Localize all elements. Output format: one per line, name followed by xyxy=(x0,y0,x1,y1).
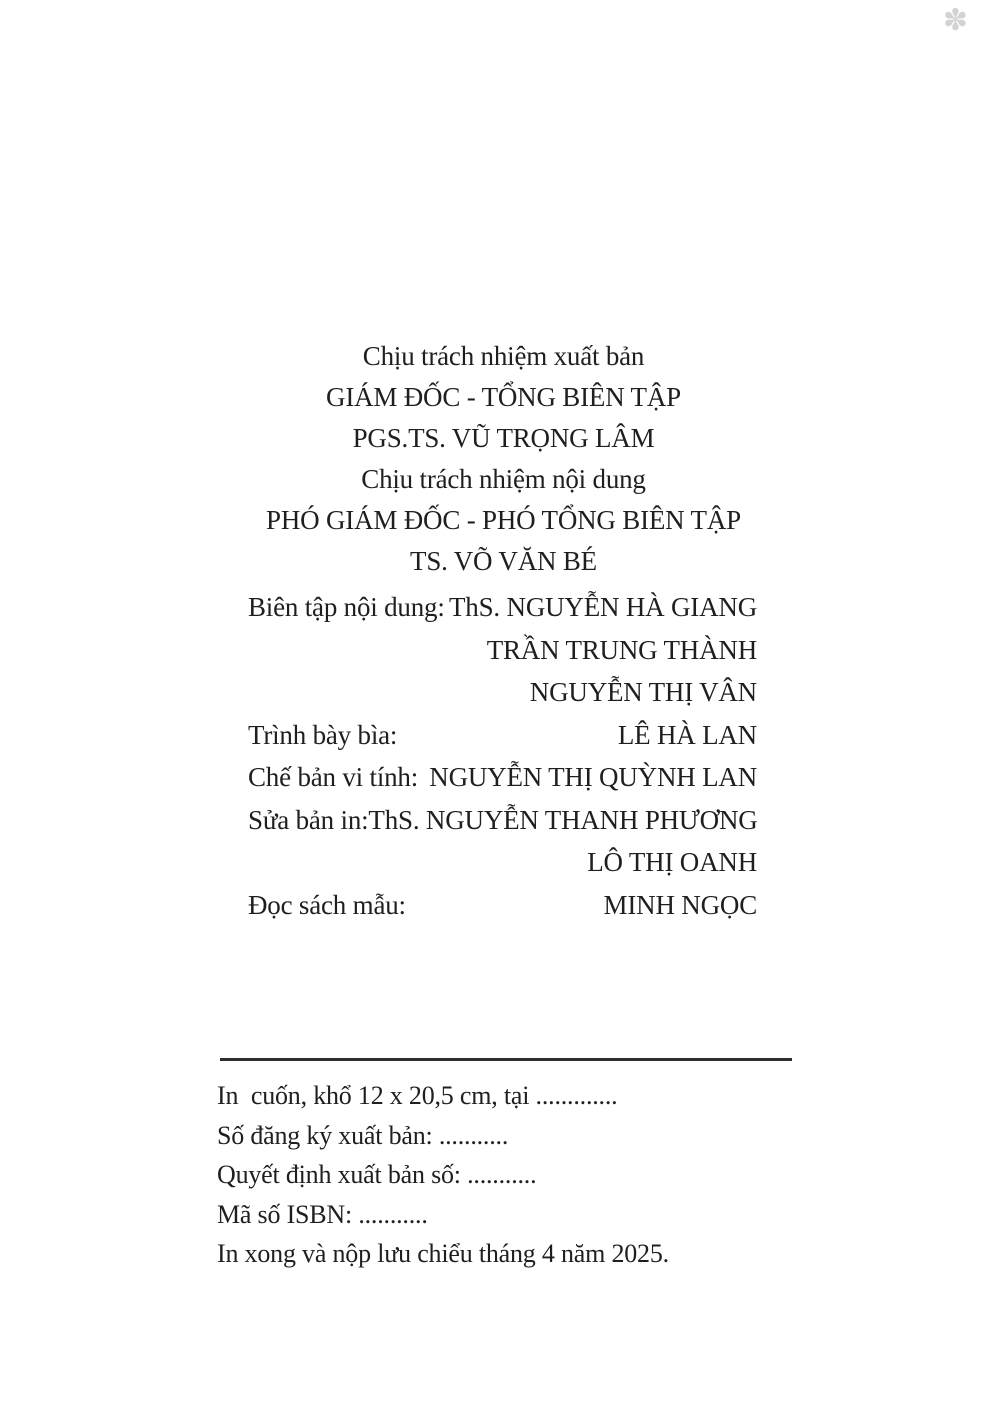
responsibility-block xyxy=(215,336,792,582)
credit-row xyxy=(248,671,757,714)
credit-label: Trình bày bìa: xyxy=(248,719,398,750)
credit-row xyxy=(248,884,757,927)
credit-row xyxy=(248,586,757,629)
printing-info-block xyxy=(217,1076,817,1274)
print-line: In cuốn, khổ 12 x 20,5 cm, tại ............. xyxy=(217,1081,618,1110)
responsibility-line: Chịu trách nhiệm xuất bản xyxy=(362,341,645,371)
credit-label: Chế bản vi tính: xyxy=(248,762,419,792)
print-line: Mã số ISBN: ........... xyxy=(217,1199,428,1229)
credit-name: LÔ THỊ OANH xyxy=(587,847,757,877)
credit-name: NGUYỄN THỊ QUỲNH LAN xyxy=(429,762,757,792)
print-line: In xong và nộp lưu chiểu tháng 4 năm 2025. xyxy=(217,1239,669,1268)
credit-label: Biên tập nội dung: xyxy=(248,592,445,622)
credit-row xyxy=(248,714,757,757)
print-line: Số đăng ký xuất bản: ........... xyxy=(217,1120,509,1150)
credit-name: LÊ HÀ LAN xyxy=(617,719,757,750)
divider-rule xyxy=(220,1058,792,1061)
credit-name: NGUYỄN THỊ VÂN xyxy=(529,677,757,707)
responsibility-line: GIÁM ĐỐC - TỔNG BIÊN TẬP xyxy=(326,382,681,412)
print-line: Quyết định xuất bản số: ........... xyxy=(217,1160,537,1189)
credit-name: MINH NGỌC xyxy=(603,889,757,920)
responsibility-line: PHÓ GIÁM ĐỐC - PHÓ TỔNG BIÊN TẬP xyxy=(266,505,741,535)
credit-row xyxy=(248,841,757,884)
credit-label: Sửa bản in: xyxy=(248,804,369,835)
credit-row xyxy=(248,629,757,672)
credits-block xyxy=(248,586,757,926)
flower-icon: ✽ xyxy=(942,4,968,37)
credit-label: Đọc sách mẫu: xyxy=(248,889,406,920)
responsibility-line: TS. VÕ VĂN BÉ xyxy=(410,546,597,576)
credit-name: ThS. NGUYỄN THANH PHƯƠNG xyxy=(368,804,758,835)
credit-name: TRẦN TRUNG THÀNH xyxy=(486,634,757,665)
credit-row xyxy=(248,799,757,842)
credit-name: ThS. NGUYỄN HÀ GIANG xyxy=(449,592,757,622)
responsibility-line: Chịu trách nhiệm nội dung xyxy=(361,464,646,494)
responsibility-line: PGS.TS. VŨ TRỌNG LÂM xyxy=(352,423,655,453)
credit-row xyxy=(248,756,757,799)
